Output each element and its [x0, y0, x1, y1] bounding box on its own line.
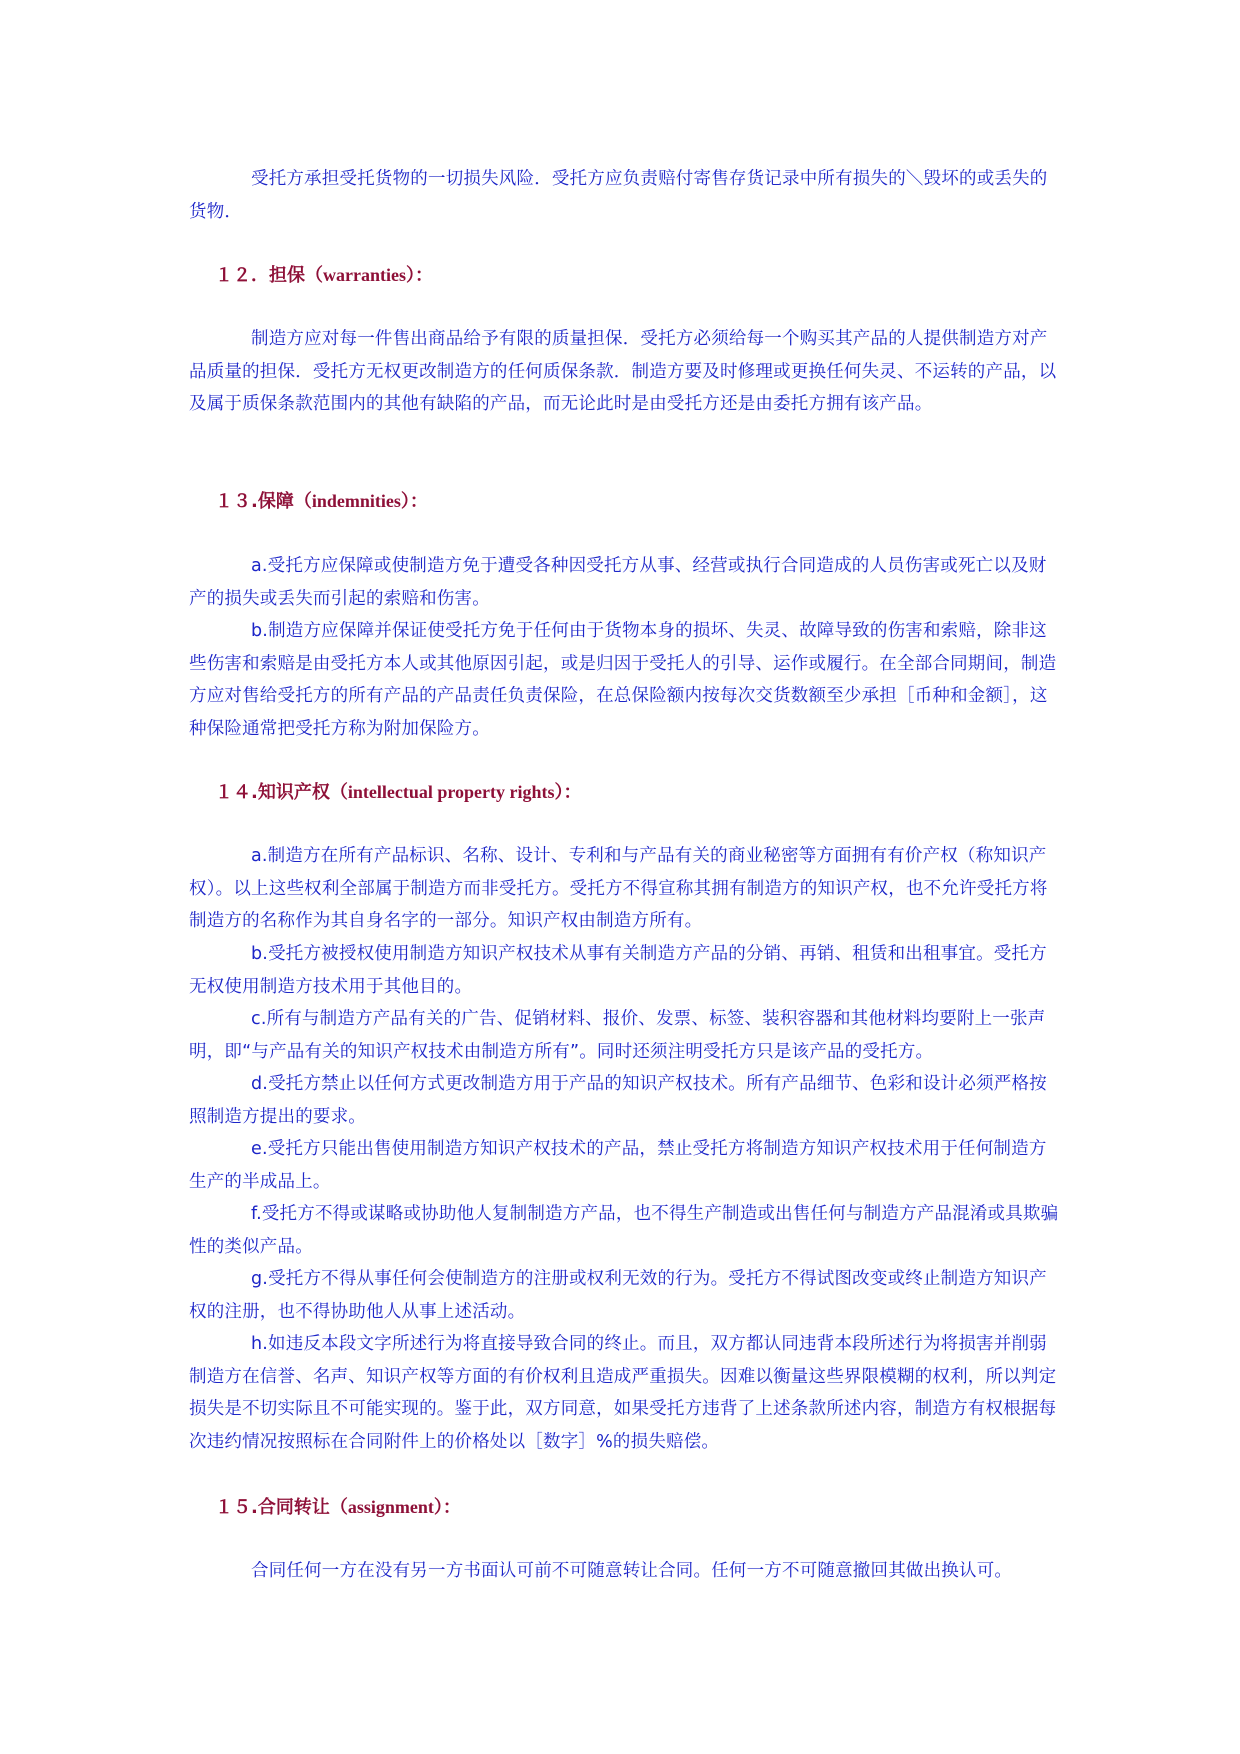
paragraph-14d: d.受托方禁止以任何方式更改制造方用于产品的知识产权技术。所有产品细节、色彩和设计必须严格按照制造方提出的要求。: [189, 1074, 1047, 1127]
section-title-end: ）：: [405, 265, 433, 286]
section-number: １５.: [215, 1497, 258, 1518]
section-title-cn: 保障（: [257, 491, 312, 512]
section-title-cn: 知识产权（: [257, 782, 348, 803]
paragraph-12: 制造方应对每一件售出商品给予有限的质量担保．受托方必须给每一个购买其产品的人提供制造方对产品质量的担保．受托方无权更改制造方的任何质保条款．制造方要及时修理或更换任何失灵、不运转的产品，以及属于质保条款范围内的其他有缺陷的产品，而无论此时是由受托方还是由委托方拥有该产品。: [189, 329, 1057, 414]
section-number: １２．: [215, 265, 269, 286]
section-title-cn: 担保（: [269, 265, 323, 286]
section-number: １４.: [215, 782, 258, 803]
section-title-end: ）：: [400, 491, 428, 512]
section-heading-14: [215, 776, 581, 809]
section-heading-13: [215, 485, 428, 518]
section-number: １３.: [215, 491, 258, 512]
section-title-en: warranties: [323, 265, 406, 285]
paragraph-14c: c.所有与制造方产品有关的广告、促销材料、报价、发票、标签、装积容器和其他材料均要附上一张声明，即“与产品有关的知识产权技术由制造方所有”。同时还须注明受托方只是该产品的受托方。: [189, 1009, 1046, 1062]
paragraph-14a: a.制造方在所有产品标识、名称、设计、专利和与产品有关的商业秘密等方面拥有有价产权（称知识产权）。以上这些权利全部属于制造方而非受托方。受托方不得宣称其拥有制造方的知识产权，也不允许受托方将制造方的名称作为其自身名字的一部分。知识产权由制造方所有。: [189, 846, 1048, 931]
paragraph-intro: 受托方承担受托货物的一切损失风险．受托方应负责赔付寄售存货记录中所有损失的＼毁坏的或丢失的货物．: [189, 169, 1048, 222]
section-heading-12: [215, 259, 433, 292]
section-title-en: intellectual property rights: [347, 782, 555, 802]
section-title-end: ）：: [433, 1497, 461, 1518]
paragraph-14e: e.受托方只能出售使用制造方知识产权技术的产品，禁止受托方将制造方知识产权技术用于任何制造方生产的半成品上。: [189, 1139, 1047, 1192]
section-title-en: indemnities: [311, 491, 401, 511]
section-title-en: assignment: [347, 1497, 434, 1517]
paragraph-14h: h.如违反本段文字所述行为将直接导致合同的终止。而且，双方都认同违背本段所述行为将损害并削弱制造方在信誉、名声、知识产权等方面的有价权利且造成严重损失。因难以衡量这些界限模糊的权利，所以判定损失是不切实际且不可能实现的。鉴于此，双方同意，如果受托方违背了上述条款所述内容，制造方有权根据每次违约情况按照标在合同附件上的价格处以［数字］%的损失赔偿。: [189, 1334, 1057, 1452]
paragraph-13a: a.受托方应保障或使制造方免于遭受各种因受托方从事、经营或执行合同造成的人员伤害或死亡以及财产的损失或丢失而引起的索赔和伤害。: [189, 556, 1047, 609]
paragraph-14f: f.受托方不得或谋略或协助他人复制制造方产品，也不得生产制造或出售任何与制造方产品混淆或具欺骗性的类似产品。: [189, 1204, 1059, 1257]
paragraph-14b: b.受托方被授权使用制造方知识产权技术从事有关制造方产品的分销、再销、租赁和出租事宜。受托方无权使用制造方技术用于其他目的。: [189, 944, 1047, 997]
section-heading-15: [215, 1491, 461, 1524]
paragraph-14g: g.受托方不得从事任何会使制造方的注册或权利无效的行为。受托方不得试图改变或终止制造方知识产权的注册，也不得协助他人从事上述活动。: [189, 1269, 1047, 1322]
paragraph-15: 合同任何一方在没有另一方书面认可前不可随意转让合同。任何一方不可随意撤回其做出换认可。: [251, 1561, 1013, 1581]
paragraph-13b: b.制造方应保障并保证使受托方免于任何由于货物本身的损坏、失灵、故障导致的伤害和索赔，除非这些伤害和索赔是由受托方本人或其他原因引起，或是归因于受托人的引导、运作或履行。在全部合同期间，制造方应对售给受托方的所有产品的产品责任负责保险，在总保险额内按每次交货数额至少承担［币种和金额］，这种保险通常把受托方称为附加保险方。: [189, 621, 1057, 739]
section-title-cn: 合同转让（: [257, 1497, 348, 1518]
section-title-end: ）：: [554, 782, 582, 803]
